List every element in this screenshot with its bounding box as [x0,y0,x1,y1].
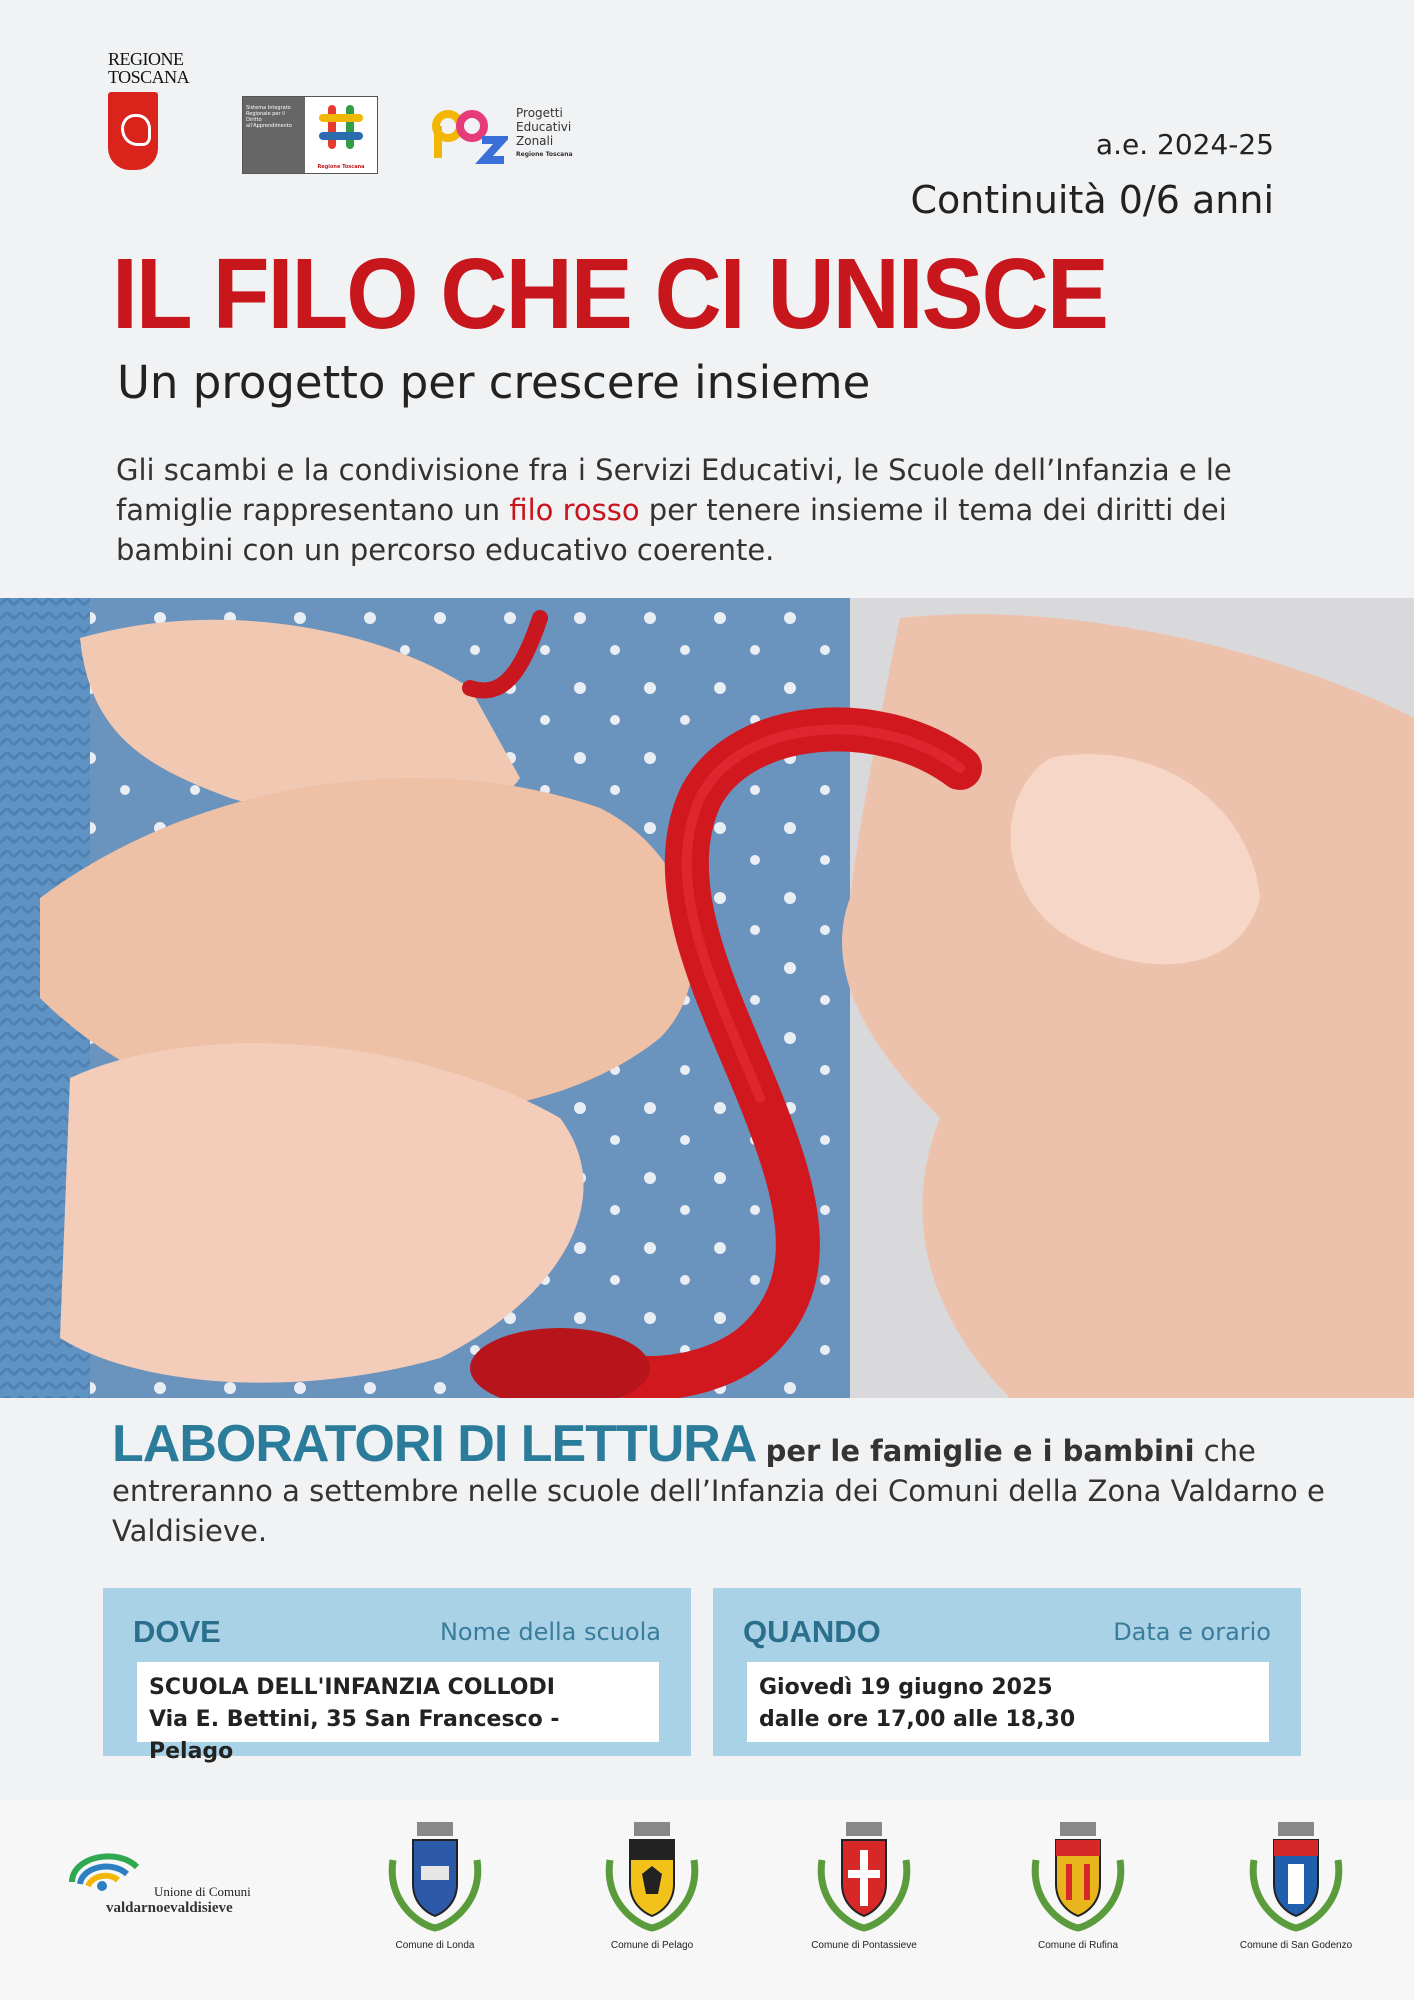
crest-pelago [592,1820,712,1951]
pez-logo [432,98,602,168]
intro-highlight: filo rosso [509,493,640,527]
lab-rest-text: che entreranno a settembre nelle scuole dell’Infanzia dei Comuni della Zona Valdarno e Valdisieve. [112,1434,1325,1548]
comune-name: Comune di Pontassieve [811,1940,917,1951]
logo-text-line1: REGIONE [108,49,184,69]
where-label: DOVE [133,1614,221,1649]
logo-text-line2: TOSCANA [108,67,190,87]
intro-text-2: per tenere insieme il tema dei diritti dei bambini con un percorso educativo coerente. [116,493,1227,567]
rufina-crest-icon [1030,1820,1126,1936]
sira-logo [242,96,378,174]
crest-san-godenzo [1236,1820,1356,1951]
pez-word-3: Zonali [516,134,554,148]
subtitle: Un progetto per crescere insieme [117,356,871,409]
unione-comuni-logo [62,1842,292,1922]
pez-word-2: Educativi [516,120,572,134]
unione-swirl-icon [62,1842,152,1902]
intro-text-1: Gli scambi e la condivisione fra i Servizi Educativi, le Scuole dell’Infanzia e le famiglie rappresentano un [116,453,1232,527]
footer-logos [0,1800,1414,2000]
sira-side-text: Sistema Integrato Regionale per il Diritto all'Apprendimento [243,97,305,173]
comune-name: Comune di Londa [395,1940,475,1951]
lab-heading: LABORATORI DI LETTURA [112,1415,757,1473]
pontassieve-crest-icon [816,1820,912,1936]
unione-line1: Unione di Comuni [154,1884,251,1899]
comune-name: Comune di Pelago [610,1940,694,1951]
lab-paragraph [112,1415,1342,1551]
when-content [747,1662,1269,1742]
regione-toscana-logo [108,50,200,170]
crest-pontassieve [804,1820,924,1951]
comune-name: Comune di San Godenzo [1239,1940,1353,1951]
intro-paragraph [116,450,1306,570]
when-label: QUANDO [743,1614,881,1649]
pegasus-shield-icon [108,92,158,170]
londa-crest-icon [387,1820,483,1936]
school-name: SCUOLA DELL'INFANZIA COLLODI [149,1675,555,1700]
lab-bold-text: per le famiglie e i bambini [765,1434,1195,1468]
continuity-label: Continuità 0/6 anni [910,178,1274,222]
when-hint: Data e orario [1113,1618,1271,1646]
san-godenzo-crest-icon [1248,1820,1344,1936]
where-hint: Nome della scuola [439,1618,661,1646]
event-time: dalle ore 17,00 alle 18,30 [759,1707,1076,1732]
pez-mark-icon [432,100,508,164]
when-box [713,1588,1301,1756]
colored-hash-icon [319,105,363,149]
pelago-crest-icon [604,1820,700,1936]
school-address: Via E. Bettini, 35 San Francesco - Pelago [149,1707,560,1764]
school-year: a.e. 2024-25 [1095,128,1274,161]
where-content [137,1662,659,1764]
crest-londa [375,1820,495,1951]
pez-word-4: Regione Toscana [516,151,573,158]
sira-bottom-text: Regione Toscana [317,164,365,170]
event-date: Giovedì 19 giugno 2025 [759,1675,1053,1700]
comune-name: Comune di Rufina [1037,1940,1119,1951]
where-box [103,1588,691,1764]
crest-rufina [1018,1820,1138,1951]
unione-line2: valdarnoevaldisieve [106,1900,233,1916]
pez-word-1: Progetti [516,106,563,120]
hands-red-cord-photo [0,598,1414,1398]
main-title: IL FILO CHE CI UNISCE [112,237,1107,350]
